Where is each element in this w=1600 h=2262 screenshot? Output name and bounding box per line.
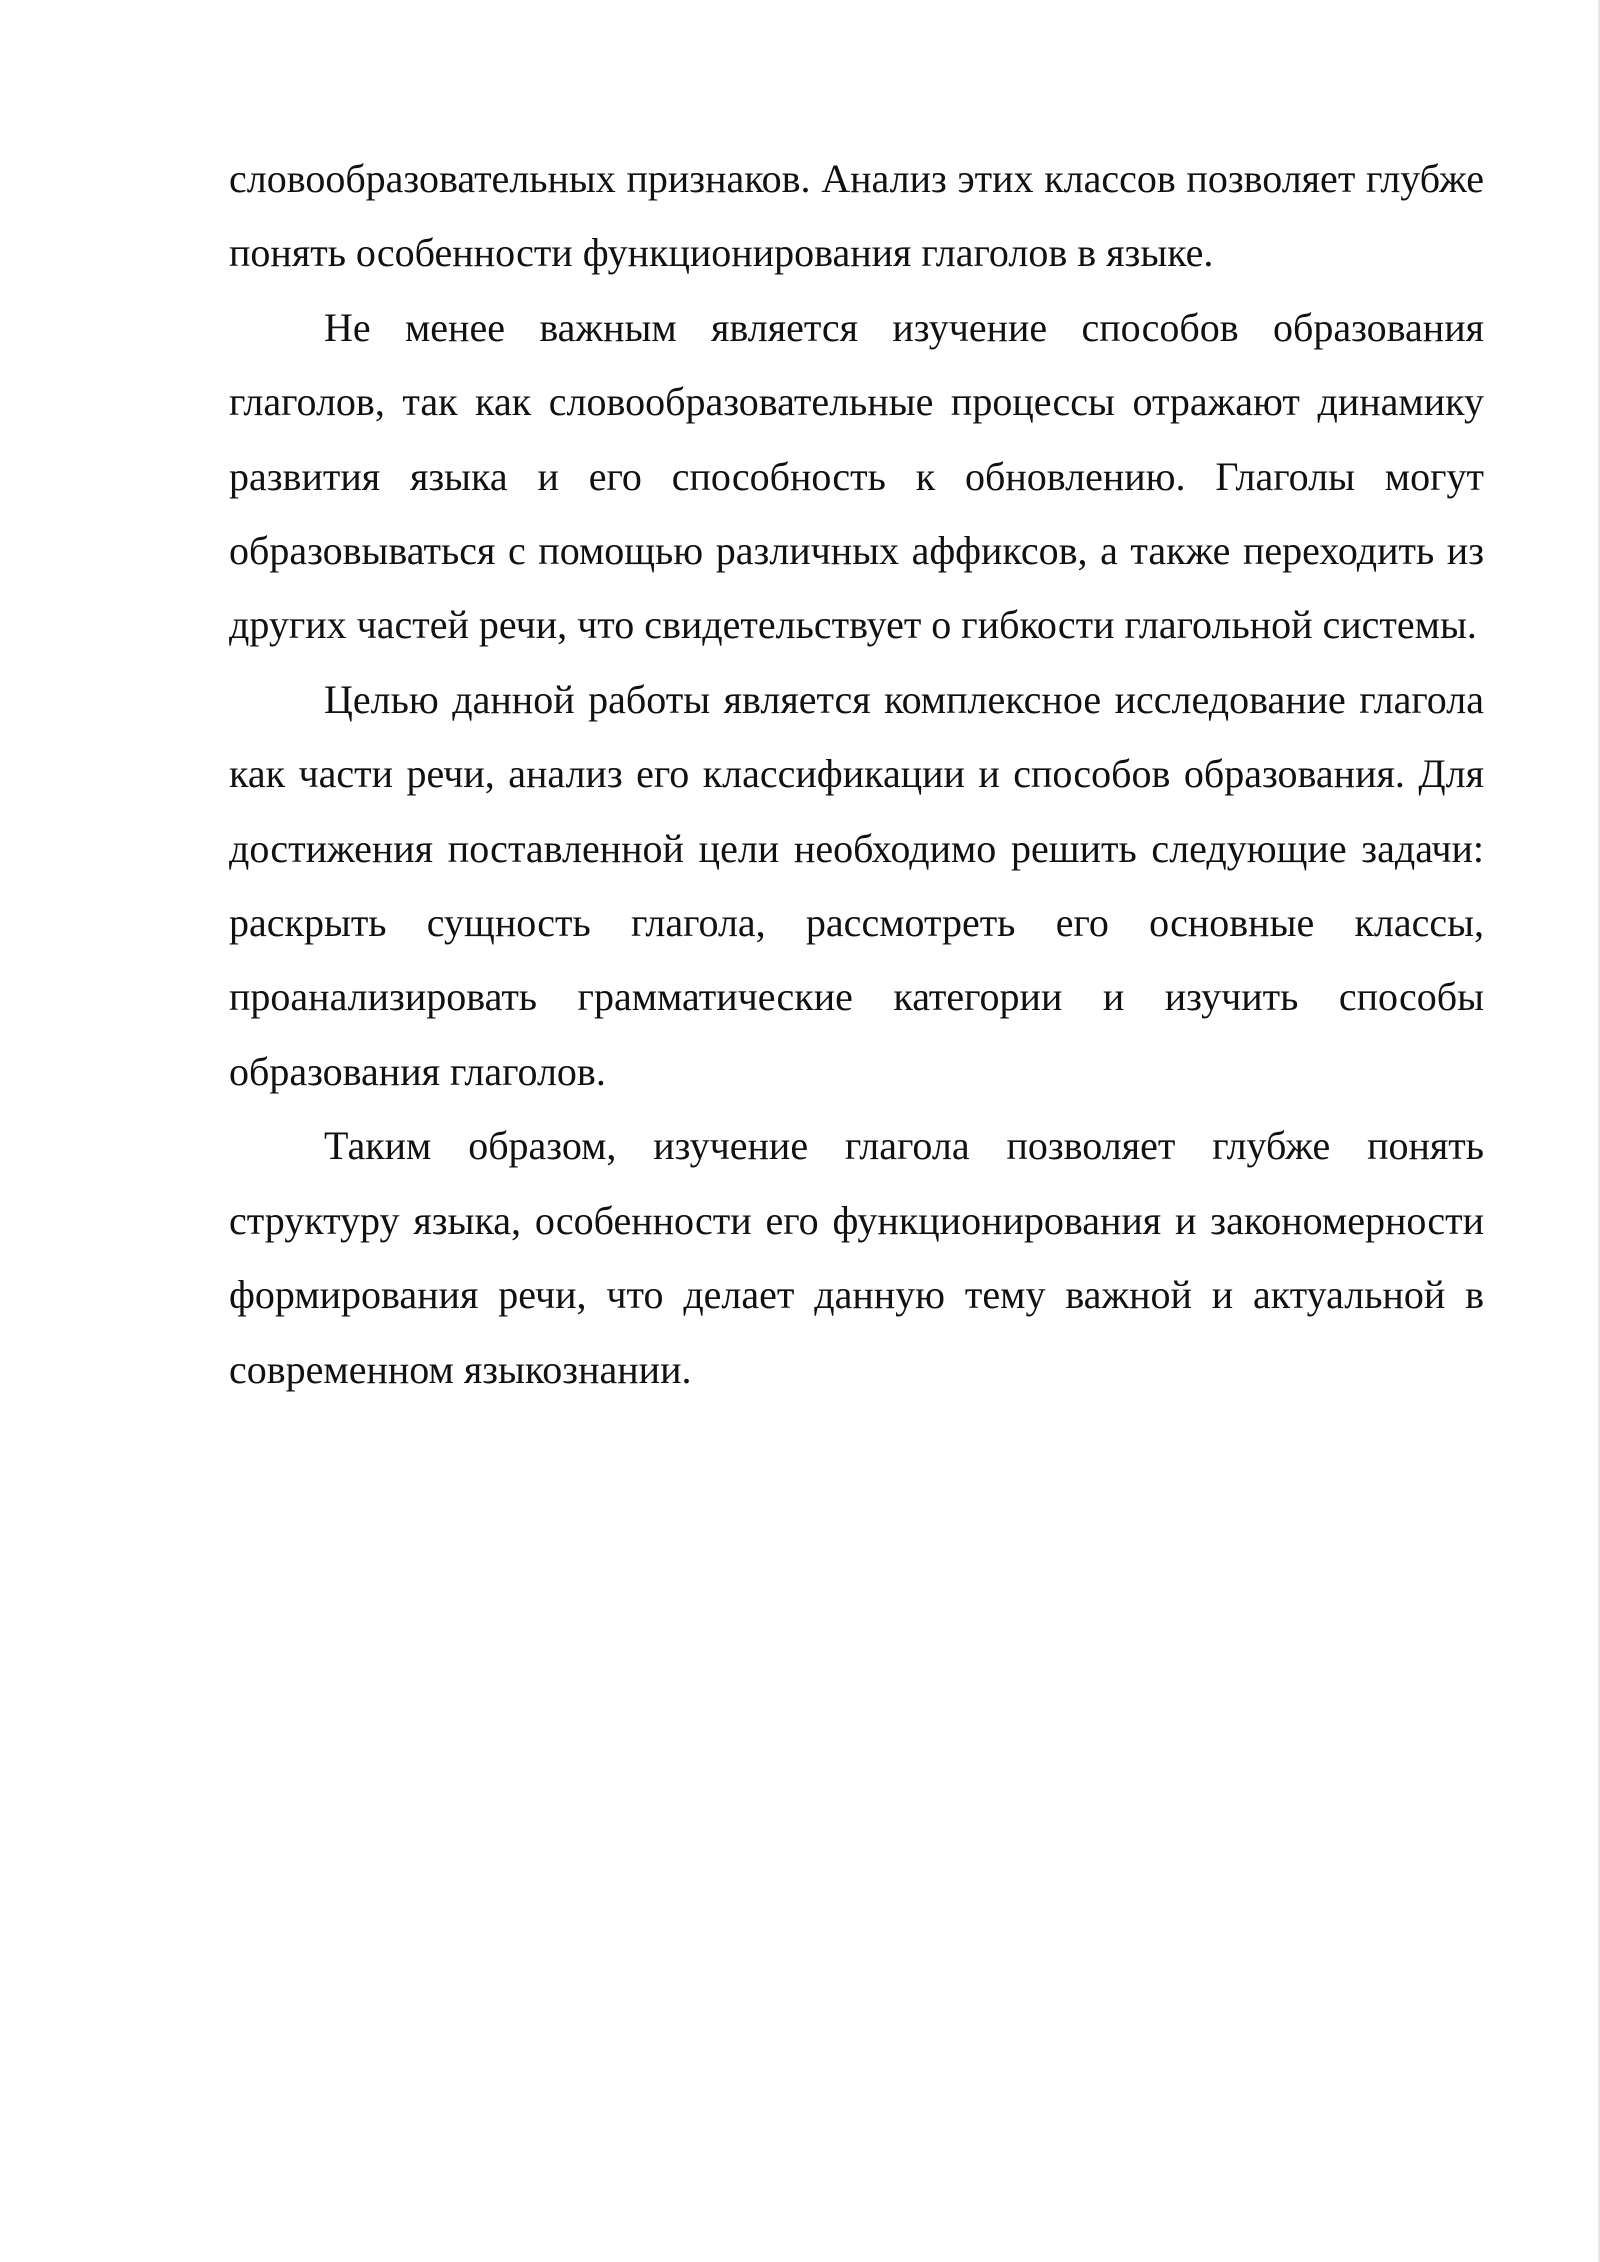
paragraph-verb-formation: Не менее важным является изучение способов образования глаголов, так как словообразовательные процессы отражают динамику развития языка и его способность к обновлению. Глаголы могут образовываться с помощью различных аффиксов, а также переходить из других частей речи, что свидетельствует о гибкости глагольной системы. — [229, 304, 1484, 648]
paragraph-conclusion: Таким образом, изучение глагола позволяет глубже понять структуру языка, особенности его функционирования и закономерности формирования речи, что делает данную тему важной и актуальной в современном языкознании. — [229, 1123, 1484, 1392]
document-body — [229, 142, 1484, 1407]
paragraph-research-goal: Целью данной работы является комплексное исследование глагола как части речи, анализ его классификации и способов образования. Для достижения поставленной цели необходимо решить следующие задачи: раскрыть сущность глагола, рассмотреть его основные классы, проанализировать грамматические категории и изучить способы образования глаголов. — [229, 676, 1484, 1094]
paragraph-continuation: словообразовательных признаков. Анализ этих классов позволяет глубже понять особенности функционирования глаголов в языке. — [229, 156, 1484, 276]
